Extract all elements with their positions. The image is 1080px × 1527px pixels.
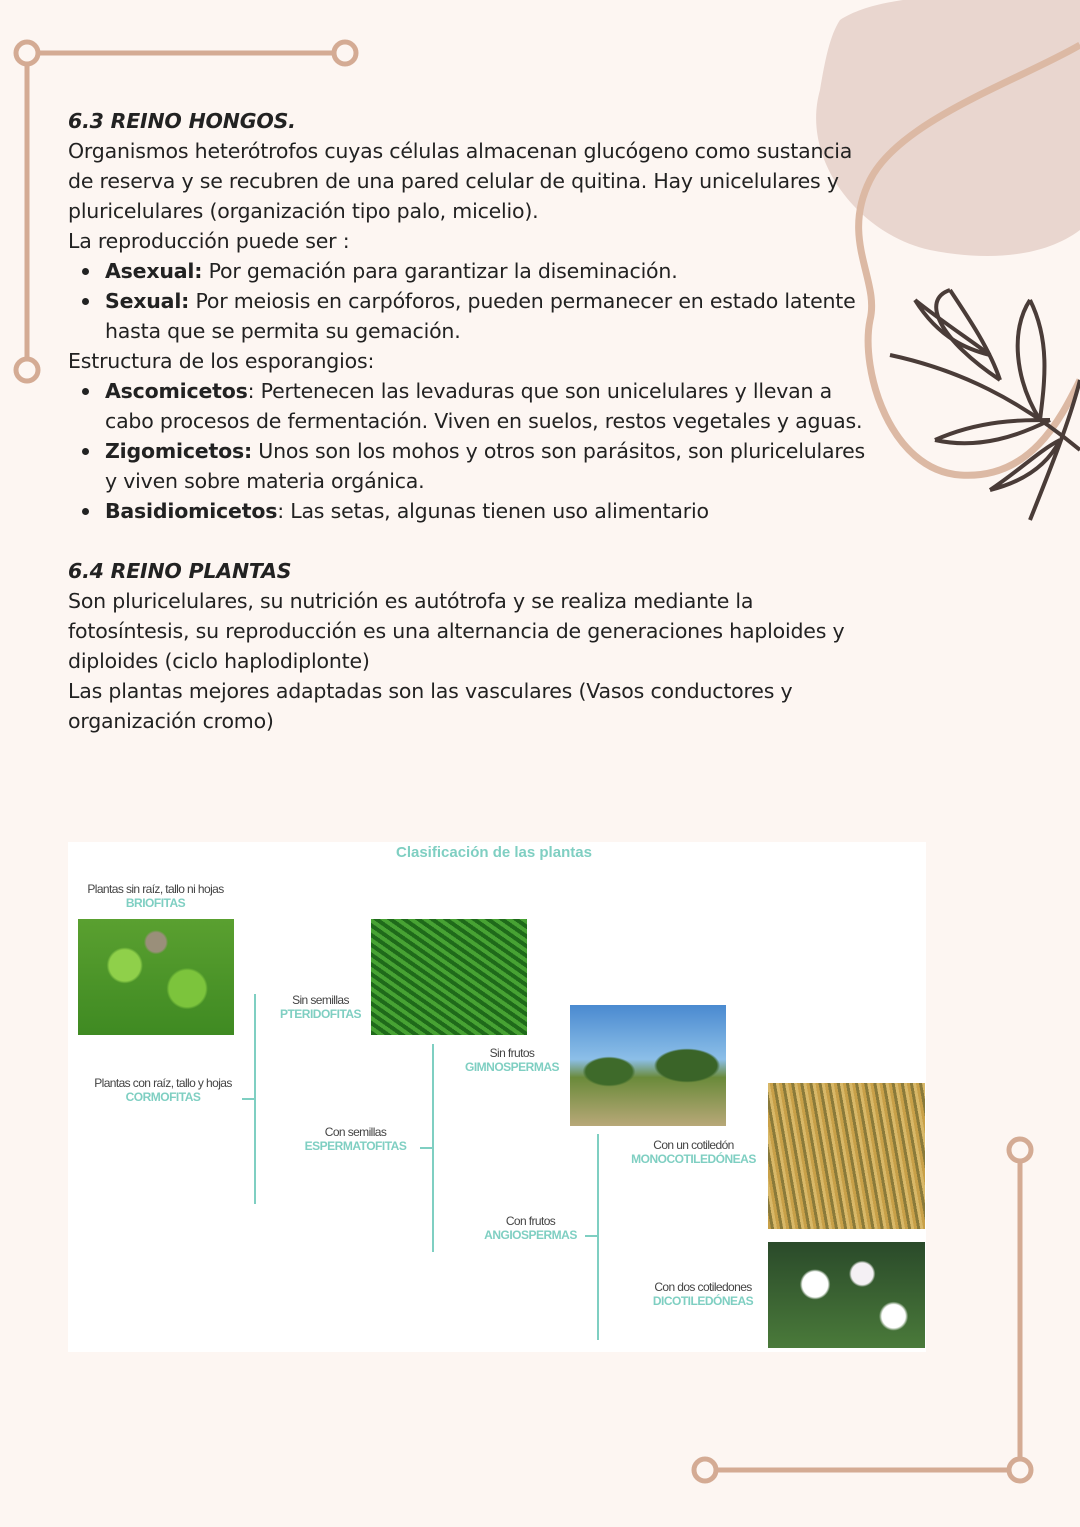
fern-image [371, 919, 527, 1035]
paragraph: Son pluricelulares, su nutrición es autótrofa y se realiza mediante la fotosíntesis, su reproducción es una alternancia de generaciones haploides y diploides (ciclo haplodiplonte) [68, 589, 845, 673]
term: Sexual: [105, 289, 190, 313]
label-espermatofitas [293, 1125, 418, 1153]
list-item [68, 376, 868, 436]
desc: Sin semillas [292, 993, 349, 1007]
term: Asexual: [105, 259, 203, 283]
label-angiospermas [473, 1214, 588, 1242]
definition: Unos son los mohos y otros son parásitos, son pluricelulares y viven sobre materia orgánica. [105, 439, 866, 493]
section-title-hongos: 6.3 REINO HONGOS. [68, 109, 296, 133]
name: DICOTILEDÓNEAS [652, 1294, 754, 1308]
name: CORMOFITAS [125, 1090, 201, 1104]
desc: Con semillas [324, 1125, 387, 1139]
moss-image [78, 919, 234, 1035]
desc: Sin frutos [489, 1046, 535, 1060]
label-cormofitas [78, 1076, 248, 1104]
list-item [68, 256, 868, 286]
label-pteridofitas [273, 993, 368, 1021]
term: Basidiomicetos [105, 499, 278, 523]
structure-list [68, 376, 868, 526]
blossom-image [768, 1242, 925, 1348]
name: MONOCOTILEDÓNEAS [631, 1152, 756, 1166]
name: ANGIOSPERMAS [484, 1228, 577, 1242]
definition: Por meiosis en carpóforos, pueden permanecer en estado latente hasta que se permita su gemación. [105, 289, 856, 343]
name: ESPERMATOFITAS [304, 1139, 407, 1153]
definition: : Las setas, algunas tienen uso alimentario [277, 499, 709, 523]
paragraph: Organismos heterótrofos cuyas células almacenan glucógeno como sustancia de reserva y se recubren de una pared celular de quitina. Hay unicelulares y pluricelulares (organización tipo palo, micelio). [68, 139, 853, 223]
paragraph: Estructura de los esporangios: [68, 349, 375, 373]
paragraph: Las plantas mejores adaptadas son las vasculares (Vasos conductores y organización cromo) [68, 679, 793, 733]
section-title-plantas: 6.4 REINO PLANTAS [68, 559, 292, 583]
reproduction-list [68, 256, 868, 346]
plant-classification-diagram [68, 842, 926, 1352]
desc: Con un cotiledón [653, 1138, 734, 1152]
desc: Plantas sin raíz, tallo ni hojas [87, 882, 224, 896]
list-item [68, 286, 868, 346]
paragraph: La reproducción puede ser : [68, 229, 350, 253]
document-body [68, 106, 868, 736]
list-item [68, 436, 868, 496]
label-gimnospermas [456, 1046, 568, 1074]
leaf-branch-icon [890, 290, 1080, 520]
name: PTERIDOFITAS [279, 1007, 362, 1021]
diagram-title: Clasificación de las plantas [396, 844, 592, 861]
label-dicotiledoneas [638, 1280, 768, 1308]
name: GIMNOSPERMAS [464, 1060, 559, 1074]
term: Ascomicetos [105, 379, 248, 403]
desc: Plantas con raíz, tallo y hojas [94, 1076, 232, 1090]
desc: Con dos cotiledones [654, 1280, 752, 1294]
term: Zigomicetos: [105, 439, 252, 463]
label-monocotiledoneas [621, 1138, 766, 1166]
definition: Por gemación para garantizar la diseminación. [202, 259, 678, 283]
wheat-image [768, 1083, 925, 1229]
name: BRIOFITAS [125, 896, 186, 910]
pine-forest-image [570, 1005, 726, 1126]
list-item [68, 496, 868, 526]
definition: : Pertenecen las levaduras que son unicelulares y llevan a cabo procesos de fermentación. Viven en suelos, restos vegetales y aguas. [105, 379, 863, 433]
label-briofitas [78, 882, 233, 910]
desc: Con frutos [505, 1214, 556, 1228]
